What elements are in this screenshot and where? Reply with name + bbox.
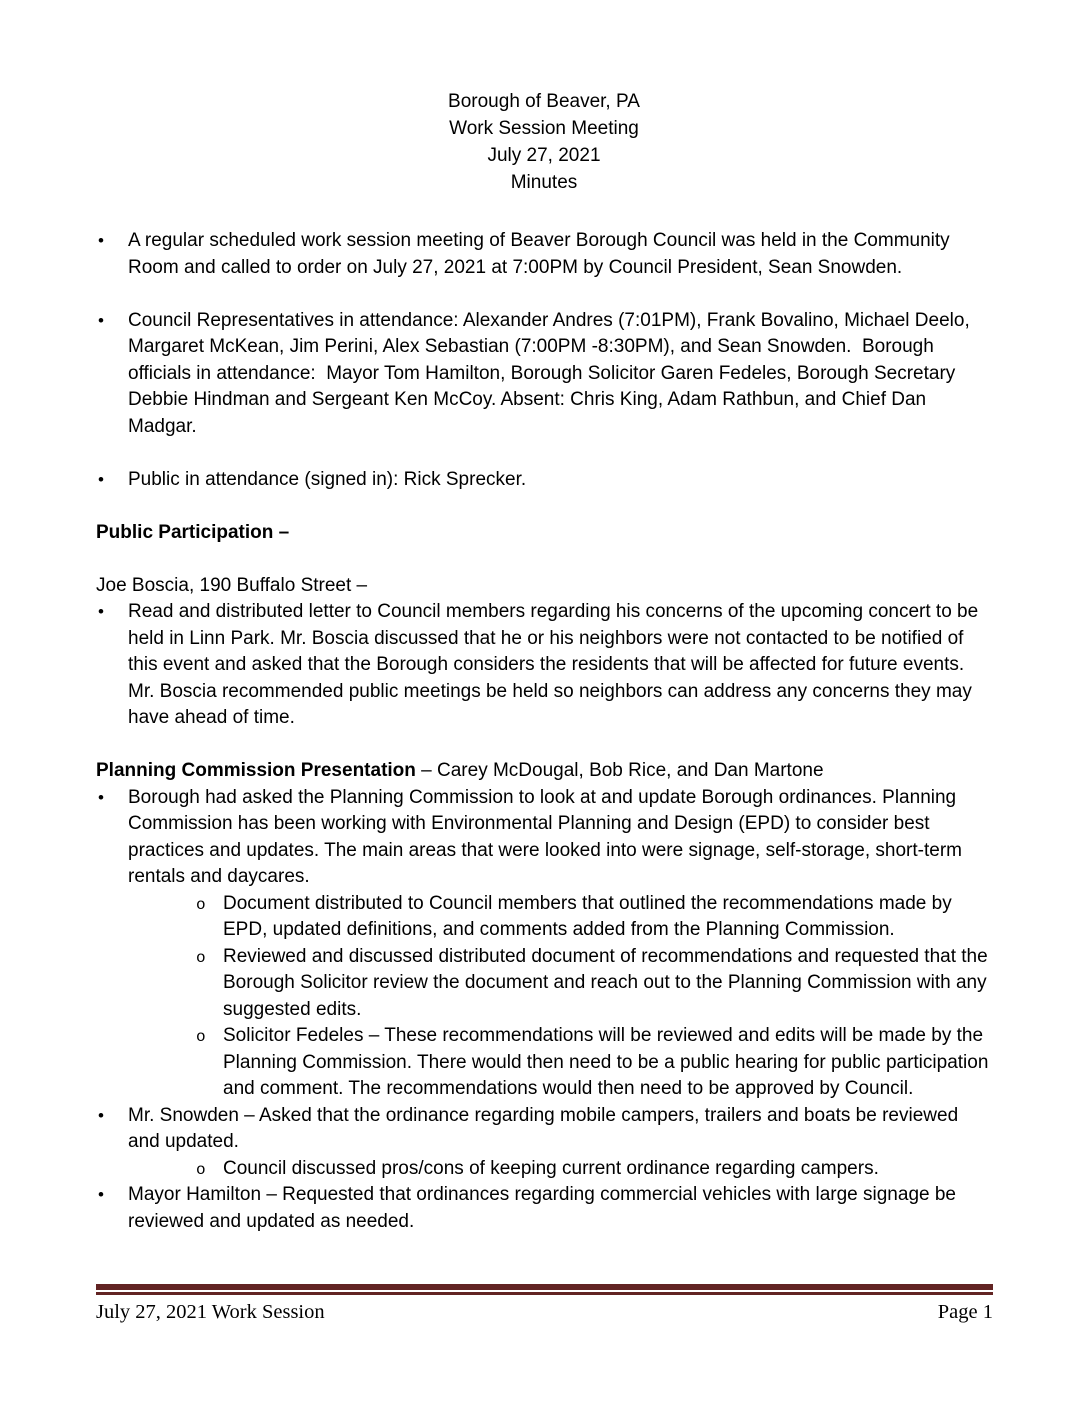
- circle-bullet-marker: o: [196, 948, 206, 967]
- list-item: [96, 308, 993, 441]
- title-line-meeting-type: Work Session Meeting: [449, 118, 639, 139]
- footer-rule-thin: [96, 1292, 993, 1295]
- list-item: [96, 891, 993, 944]
- section-heading-bold-text: Planning Commission Presentation: [96, 760, 416, 781]
- section-heading: Public Participation –: [96, 521, 290, 543]
- circle-bullet-marker: o: [196, 895, 206, 914]
- page-footer: [96, 1284, 993, 1324]
- list-item: [96, 467, 993, 494]
- title-line-minutes: Minutes: [510, 172, 578, 193]
- list-item: [96, 1023, 993, 1103]
- list-item: [96, 1182, 993, 1235]
- list-item-text: Council discussed pros/cons of keeping current ordinance regarding campers.: [223, 1157, 879, 1179]
- footer-page-number: Page 1: [937, 1301, 993, 1323]
- list-item-text: Council Representatives in attendance: Alexander Andres (7:01PM), Frank Bovalino, Michael Deelo, Margaret McKean, Jim Perini, Alex Sebastian (7:00PM -8:30PM), and Sean Snowden. Borough officials in attendance: Mayor Tom Hamilton, Borough Solicitor Garen Fedeles, Borough Secretary Debbie Hindman and Sergeant Ken McCoy. Absent: Chris King, Adam Rathbun, and Chief Dan Madgar.: [128, 309, 976, 437]
- paragraph: Joe Boscia, 190 Buffalo Street –: [96, 574, 368, 596]
- document-title-block: [0, 0, 1088, 196]
- bullet-marker: •: [98, 469, 104, 489]
- list-item: [96, 944, 993, 1024]
- list-item-text: A regular scheduled work session meeting of Beaver Borough Council was held in the Community Room and called to order on July 27, 2021 at 7:00PM by Council President, Sean Snowden.: [128, 230, 955, 278]
- list-item: [96, 1156, 993, 1183]
- bullet-marker: •: [98, 231, 104, 250]
- section-heading-presenters: – Carey McDougal, Bob Rice, and Dan Martone: [415, 760, 824, 781]
- list-item: [96, 785, 993, 891]
- list-item-text: Solicitor Fedeles – These recommendations will be reviewed and edits will be made by the Planning Commission. There would then need to be a public hearing for public participation and comment. The recommendations would then need to be approved by Council.: [223, 1025, 994, 1099]
- list-item-text: Public in attendance (signed in): Rick Sprecker.: [128, 468, 527, 490]
- bullet-marker: •: [98, 787, 104, 807]
- list-item-text: Read and distributed letter to Council members regarding his concerns of the upcoming concert to be held in Linn Park. Mr. Boscia discussed that he or his neighbors were not contacted to be notified of this event and asked that the Borough considers the residents that will be affected for future events. Mr. Boscia recommended public meetings be held so neighbors can address any concerns they may have ahead of time.: [128, 601, 984, 728]
- list-item-text: Mr. Snowden – Asked that the ordinance regarding mobile campers, trailers and boats be reviewed and updated.: [128, 1104, 964, 1152]
- bullet-marker: •: [98, 310, 104, 330]
- list-item-text: Document distributed to Council members that outlined the recommendations made by EPD, updated definitions, and comments added from the Planning Commission.: [223, 892, 957, 940]
- list-item: [96, 228, 993, 281]
- bullet-marker: •: [98, 602, 104, 621]
- list-item-text: Reviewed and discussed distributed document of recommendations and requested that the Borough Solicitor review the document and reach out to the Planning Commission with any suggested edits.: [223, 945, 993, 1020]
- document-content: [96, 228, 993, 1235]
- title-line-date: July 27, 2021: [487, 145, 601, 166]
- bullet-marker: •: [98, 1185, 104, 1204]
- footer-rule-thick: [96, 1284, 993, 1290]
- list-item: [96, 599, 993, 732]
- footer-row: [96, 1300, 993, 1324]
- list-item-text: Mayor Hamilton – Requested that ordinances regarding commercial vehicles with large signage be reviewed and updated as needed.: [128, 1184, 962, 1232]
- footer-date: July 27, 2021 Work Session: [96, 1301, 325, 1323]
- section-heading: [96, 758, 993, 785]
- bullet-marker: •: [98, 1105, 104, 1125]
- list-item: [96, 1103, 993, 1156]
- list-item-text: Borough had asked the Planning Commission to look at and update Borough ordinances. Planning Commission has been working with Environmental Planning and Design (EPD) to consider best practices and updates. The main areas that were looked into were signage, self-storage, short-term rentals and daycares.: [128, 786, 968, 887]
- title-line-borough: Borough of Beaver, PA: [448, 91, 640, 112]
- circle-bullet-marker: o: [196, 1160, 206, 1179]
- circle-bullet-marker: o: [196, 1028, 206, 1046]
